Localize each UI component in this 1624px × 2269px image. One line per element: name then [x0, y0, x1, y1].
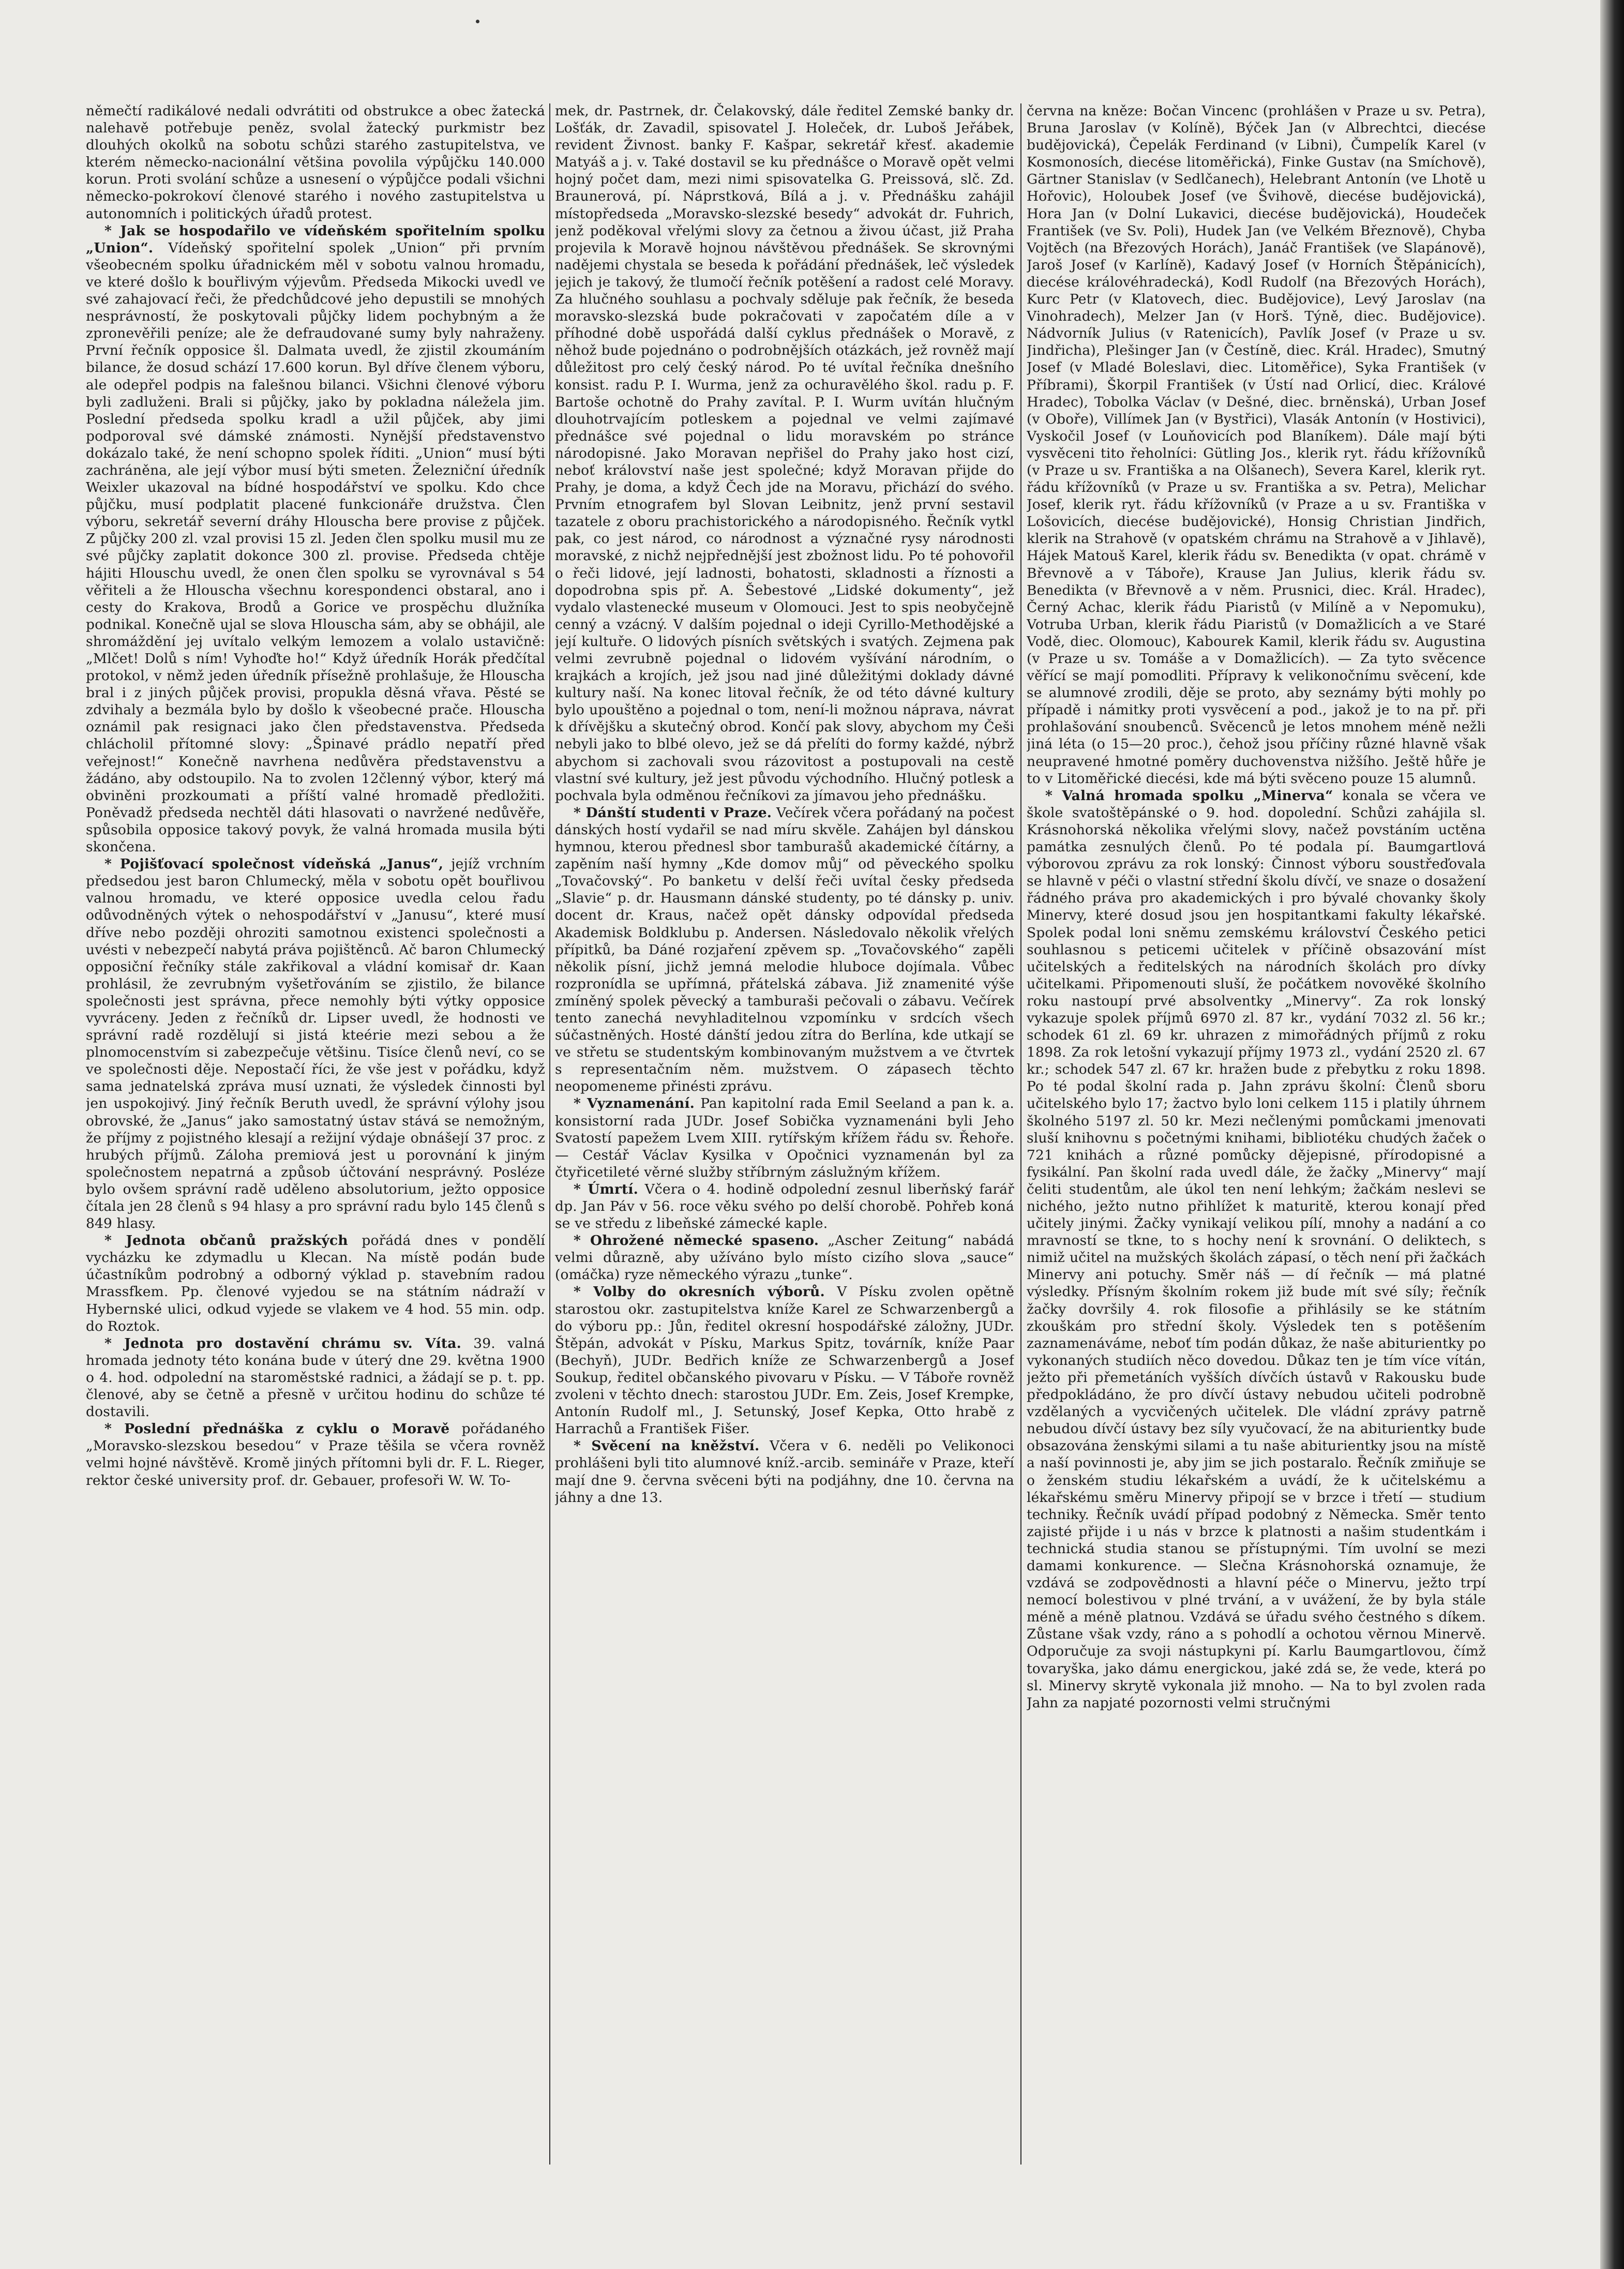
- column-rule: [549, 103, 550, 2165]
- article-body: němečtí radikálové nedali odvrátiti od obstrukce a obec žatecká nalehavě potřebuje peněz, svolal žatecký purkmistr bez dlouhých okolků na sobotu schůzi starého zastupitelstva, ve kterém německo-nacionální většina povolila výpůjčku 140.000 korun. Proti svolání schůze a usnesení o výpůjčce podali všichni německo-pokrokoví členové starého i nového zastupitelstva u autonomních i politických úřadů protest.: [86, 103, 545, 222]
- article-heading: * Jak se hospodařilo ve vídeňském spořitelním spolku „Union“.: [86, 222, 545, 256]
- article-heading: * Volby do okresních výborů.: [574, 1284, 825, 1300]
- article-body: mek, dr. Pastrnek, dr. Čelakovský, dále ředitel Zemské banky dr. Lošťák, dr. Zavadil, spisovatel J. Holeček, dr. Luboš Jeřábek, revident Živnost. banky F. Kašpar, sekretář křesť. akademie Matyáš a j. v. Také dostavil se ku přednášce o Moravě opět velmi hojný počet dam, mezi nimi spisovatelka G. Preissová, slč. Zd. Braunerová, pí. Náprstková, Bílá a j. v. Přednášku zahájil místopředseda „Moravsko-slezské besedy“ advokát dr. Fuhrich, jenž poděkoval vřelými slovy za četnou a živou účast, již Praha projevila k Moravě hojnou návštěvou přednášek. Se skrovnými nadějemi chystala se beseda k pořádání přednášek, leč výsledek jejich je takový, že tlumočí řečník potěšení a radost celé Moravy. Za hlučného souhlasu a pochvaly sděluje pak řečník, že beseda moravsko-slezská bude pokračovati v započatém díle a v příhodné době uspořádá další cyklus přednášek o Moravě, z něhož bude pojednáno o podrobnějších otázkách, jež rovněž mají důležitost pro celý český národ. Po té uvítal řečníka dnešního konsist. radu P. I. Wurma, jenž za ochuravělého škol. radu p. F. Bartoše ochotně do Prahy zavítal. P. I. Wurm uvítán hlučným dlouhotrvajícím potleskem a pojednal ve velmi zajímavé přednášce své pojednal o lidu moravském po stránce národopisné. Jako Moravan nepřišel do Prahy jako host cizí, neboť království naše jest společné; když Moravan přijde do Prahy, je doma, a když Čech jde na Moravu, přichází do svého. Prvním etnografem byl Slovan Leibnitz, jenž první sestavil tazatele z oboru prachistorického a národopisného. Řečník vytkl pak, co jest národ, co národnost a význačné rysy národnosti moravské, z nichž nejpřednější jest zbožnost lidu. Po té pohovořil o řeči lidové, její ladnosti, bohatosti, skladnosti a říznosti a dopodrobna spis př. A. Šebestové „Lidské dokumenty“, jež vydalo vlastenecké museum v Olomouci. Jest to spis neobyčejně cenný a vzácný. V dalším pojednal o ideji Cyrillo-Methodějské a její kultuře. O lidových písních světských i svatých. Zejmena pak velmi zevrubně pojednal o lidovém vyšívání národním, o krajkách a krojích, jež jsou nad jiné důležitými doklady dávné kultury naší. Na konec litoval řečník, že od této dávné kultury bylo upouštěno a pojednal o tom, není-li možnou náprava, návrat k dřívějšku a skutečný obrod. Končí pak slovy, abychom my Češi nebyli jako to blbé olevo, jež se dá přelíti do formy každé, nýbrž abychom si zachovali svou rázovitost a postupovali na cestě vlastní své kultury, jež jest původu východního. Hlučný potlesk a pochvala byla odměnou řečníkovi za jímavou jeho přednášku.: [555, 103, 1014, 804]
- article-heading: * Svěcení na kněžství.: [574, 1438, 760, 1454]
- article-heading: * Úmrtí.: [574, 1181, 638, 1197]
- article-heading: * Vyznamenání.: [574, 1095, 695, 1112]
- article-paragraph: [1027, 102, 1486, 787]
- article-heading: * Jednota pro dostavění chrámu sv. Víta.: [104, 1335, 461, 1351]
- article-body: června na kněze: Bočan Vincenc (prohlášen v Praze u sv. Petra), Bruna Jaroslav (v Kolíně), Býček Jan (v Albrechtci, diecése budějovická), Čepelák Ferdinand (v Libni), Čumpelík Karel (v Kosmonosích, diecése litoměřická), Finke Gustav (na Smíchově), Gärtner Stanislav (v Sedlčanech), Helebrant Antonín (ve Lhotě u Hořovic), Holoubek Josef (ve Švihově, diecése budějovická), Hora Jan (v Dolní Lukavici, diecése budějovická), Houdeček František (ve Sv. Poli), Hudek Jan (ve Velkém Březnově), Chyba Vojtěch (na Březových Horách), Janáč František (ve Slapánově), Jaroš Josef (v Karlíně), Kadavý Josef (v Horních Štěpánicích), diecése královéhradecká), Kodl Rudolf (na Březových Horách), Kurc Petr (v Klatovech, diec. Budějovice), Levý Jaroslav (na Vinohradech), Melzer Jan (v Horš. Týně, diec. Budějovice). Nádvorník Julius (v Ratenicích), Pavlík Josef (v Praze u sv. Jindřicha), Plešinger Jan (v Čestíně, diec. Král. Hradec), Smutný Josef (v Mladé Boleslavi, diec. Litoměřice), Syka František (v Příbrami), Škorpil František (v Ústí nad Orlicí, diec. Králové Hradec), Tobolka Václav (v Dešné, diec. brněnská), Urban Josef (v Oboře), Villímek Jan (v Bystřici), Vlasák Antonín (v Hostivici), Vyskočil Josef (v Louňovicích pod Blaníkem). Dále mají býti vysvěceni tito řeholníci: Gütling Jos., klerik ryt. řádu křížovníků (v Praze u sv. Františka a na Olšanech), Severa Karel, klerik ryt. řádu křížovníků (v Praze u sv. Františka a sv. Petra), Melichar Josef, klerik ryt. řádu křížovníků (v Praze a u sv. Františka v Lošovicích, diecése budějovické), Honsig Christian Jindřich, klerik na Strahově (v opatském chrámu na Strahově a v Jihlavě), Hájek Matouš Karel, klerik řádu sv. Benedikta (v opat. chrámě v Břevnově a v Táboře), Krause Jan Julius, klerik řádu sv. Benedikta (v Břevnově a v něm. Prusnici, diec. Král. Hradec), Černý Achac, klerik řádu Piaristů (v Milíně a v Nepomuku), Votruba Urban, klerik řádu Piaristů (v Domažlicích a ve Staré Vodě, diec. Olomouc), Kabourek Kamil, klerik řádu sv. Augustina (v Praze u sv. Tomáše a v Domažlicích). — Za tyto svěcence věřící se mají pomodliti. Přípravy k velikonočnímu svěcení, kde se alumnové zrodili, děje se proto, aby seznámy býti mohly po případě i námitky proti vysvěcení a pod., jakož je to na př. při prohlašování snoubenců. Svěcenců je letos mnohem méně nežli jiná léta (o 15—20 proc.), čehož jsou příčiny různé hlavně však neupravené hmotné poměry duchovenstva nižšího. Ještě hůře je to v Litoměřické diecési, kde má býti svěceno pouze 15 alumnů.: [1027, 103, 1486, 787]
- article-heading: * Pojišťovací společnost vídeňská „Janus“,: [104, 856, 444, 873]
- article-body: V Písku zvolen opětně starostou okr. zastupitelstva kníže Karel ze Schwarzenbergů a do výboru pp.: Jůn, ředitel okresní hospodářské záložny, JUDr. Štěpán, advokát v Písku, Markus Spitz, továrník, kníže Paar (Bechyň), JUDr. Bedřich kníže ze Schwarzenbergů a Josef Soukup, ředitel občanského pivovaru v Písku. — V Táboře rovněž zvoleni v těchto dnech: starostou JUDr. Em. Zeis, Josef Krempke, Antonín Rudolf ml., J. Setunský, Josef Kepka, Otto hrabě z Harrachů a František Fišer.: [555, 1284, 1014, 1437]
- article-body: konala se včera ve škole svatoštěpánské o 9. hod. dopolední. Schůzi zahájila sl. Krásnohorská několika vřelými slovy, načež povstáním uctěna památka zesnulých členů. Po té podala pí. Baumgartlová výborovou zprávu za rok lonský: Činnost výboru soustřeďovala se hlavně v péči o vlastní střední školu dívčí, ve snaze o dosažení řádného práva pro akademických i pro bývalé chovanky školy Minervy, které dosud jsou jen hospitantkami fakulty lékařské. Spolek podal loni sněmu zemskému království Českého petici souhlasnou s peticemi učitelek v příčině obsazování míst učitelských a ředitelských na národních školách pro dívky učitelkami. Připomenouti sluší, že počátkem novověké školního roku nastoupí prvé absolventky „Minervy“. Za rok lonský vykazuje spolek příjmů 6970 zl. 87 kr., vydání 7032 zl. 56 kr.; schodek 61 zl. 69 kr. uhrazen z mimořádných příjmů z roku 1898. Za rok letošní vykazují příjmy 1973 zl., vydání 2520 zl. 67 kr.; schodek 547 zl. 67 kr. hražen bude z přebytku z roku 1898. Po té podal školní rada p. Jahn zprávu školní: Členů sboru učitelského bylo 17; žactvo bylo loni celkem 115 i platily úhrnem školného 5197 zl. 50 kr. Mezi nečlenými pomůckami jmenovati sluší knihovnu s početnými knihami, bibliotéku chudých žaček o 721 knihách a různé pomůcky dějepisné, přírodopisné a fysikální. Pan školní rada uvedl dále, že žačky „Minervy“ mají čeliti studentům, ale úkol ten není lehkým; žačkám neslevi se nichého, ježto nutno přihlížet k maturitě, kterou konají před učitely jinými. Žačky vynikají velikou pílí, mnohy a nadání a co mravností se tkne, to s hochy není k srovnání. O deliktech, s nimiž učitel na mužských školách zápasí, o těch není při žačkách Minervy ani potuchy. Směr náš — dí řečník — má platné výsledky. Přísným školním rokem již bude mít své síly; řečník žačky dovršily 4. rok filosofie a přihlásily se ke státním zkouškám pro střední školy. Výsledek ten s potěšením zaznamenáváme, neboť tím podán důkaz, že naše abiturientky po vykonaných studiích něco dovedou. Důkaz ten je tím více vítán, ježto při přemetáních vyšších dívčích ústavů v Rakousku bude předpokládáno, že pro dívčí ústavy nebudou učiteli podrobně vzdělaných a vycvičených učitelek. Dle vládní zprávy patrně nebudou dívčí ústavy bez síly vyučovací, že na abiturientky bude obsazována ženskými silami a tu naše abiturientky jsou na místě a naší povinnosti je, aby jim se jich postaralo. Řečník zmiňuje se o ženském studiu lékařském a uvádí, že k učitelskému a lékařskému směru Minervy připojí se v brzce i třetí — studium techniky. Řečník uvádí případ podobný z Německa. Směr tento zajisté přijde i u nás v brzce k platnosti a našim studentkám i technická studia stanou se přístupnými. Tím uvolní se mezi damami konkurence. — Slečna Krásnohorská oznamuje, že vzdává se zodpovědnosti a hlavní péče o Minervu, ježto trpí nemocí bolestivou v plné trvání, a v uvážení, že by byla stále méně a méně platnou. Vzdává se úřadu svého čestného s díkem. Zůstane však vzdy, ráno a s pohodlí a ochotou věrnou Minervě. Odporučuje za svoji nástupkyni pí. Karlu Baumgartlovou, čímž tovaryška, jako dámu energickou, jaké zdá se, že vede, která po sl. Minervy skrytě vykonala již mnoho. — Na to byl zvolen rada Jahn za napjaté pozornosti velmi stručnými: [1027, 787, 1486, 1711]
- article-body: Vídeňský spořitelní spolek „Union“ při prvním všeobecném spolku úřadnickém měl v sobotu valnou hromadu, ve které došlo k bouřlivým výjevům. Předseda Mikocki uvedl ve své zahajovací řeči, že předchůdcové jeho depustili se mnohých nesprávností, že poskytovali půjčky lidem pochybným a že zpronevěřili peníze; ale že defraudované sumy byly nahraženy. První řečník opposice šl. Dalmata uvedl, že zjistil zkoumáním bilance, že dosud schází 17.600 korun. Byl dříve členem výboru, ale odepřel podpis na falešnou bilanci. Všichni členové výboru byli zadluženi. Brali si půjčky, jako by pokladna náležela jim. Poslední předseda spolku kradl a užil půjček, aby jimi podporoval své dámské známosti. Nynější představenstvo dokázalo také, že není schopno spolek říditi. „Union“ musí býti zachráněna, ale její výbor musí býti smeten. Železniční úředník Weixler ukazoval na bídné hospodářství ve spolku. Kdo chce půjčku, musí podplatit placené funkcionáře družstva. Člen výboru, sekretář severní dráhy Hlouscha bere provise z půjček. Z půjčky 200 zl. vzal provisi 15 zl. Jeden člen spolku musil mu ze své půjčky zaplatit dokonce 300 zl. provise. Předseda chtěje hájiti Hlouschu uvedl, že onen člen spolku se vyrovnával s 54 věřiteli a že Hlouscha všechnu korespondenci obstaral, ano i cesty do Krakova, Brodů a Gorice ve prospěchu dlužníka podnikal. Konečně ujal se slova Hlouscha sám, aby se obhájil, ale shromáždění jej uvítalo velkým lemozem a volalo ustavičně: „Mlčet! Dolů s ním! Vyhoďte ho!“ Když úředník Horák předčítal protokol, v němž jeden úředník přísežně prohlašuje, že Hlouscha bral i z jiných půjček provisi, propukla děsná vřava. Pěsté se zdvihaly a bezmála bylo by došlo k všeobecné prače. Hlouscha oznámil pak resignaci jako člen představenstva. Předseda chlácholil přítomné slovy: „Špinavé prádlo nepatří před veřejnost!“ Konečně navrhena nedůvěra představenstvu a žádáno, aby odstoupilo. Na to zvolen 12členný výbor, který má obviněni prozkoumati a příští valné hromadě předložiti. Poněvadž předseda nechtěl dáti hlasovati o navržené nedůvěře, spůsobila opposice takový povyk, že valná hromada musila býti skončena.: [86, 239, 545, 855]
- column-rule: [1020, 103, 1021, 2165]
- text-column-2: [555, 102, 1014, 2166]
- article-paragraph: [86, 1420, 545, 1489]
- article-body: pořádá dnes v pondělí vycházku ke zdymadlu u Klecan. Na místě podán bude účastníkům podrobný a odborný výklad p. stavebním radou Mrassfkem. Pp. členové vyjedou se na státním nádraží v Hybernské ulici, odkud vyjede se vlakem ve 4 hod. 55 min. odp. do Roztok.: [86, 1233, 545, 1334]
- text-column-3: [1027, 102, 1486, 2166]
- article-paragraph: [1027, 787, 1486, 1711]
- article-body: pořádaného „Moravsko-slezskou besedou“ v Praze těšila se včera rovněž velmi hojné návštěvě. Kromě jiných přítomni byli dr. F. L. Rieger, rektor české university prof. dr. Gebauer, profesoři W. W. To-: [86, 1421, 545, 1489]
- article-body: jejíž vrchním předsedou jest baron Chlumecký, měla v sobotu opět bouřlivou valnou hromadu, ve které opposice uvedla celou řadu odůvodněných výtek o nehospodářství v „Janusu“, které musí dříve nebo později ohroziti samotnou existenci společnosti a uvésti v nebezpečí nabytá práva pojištěnců. Ač baron Chlumecký opposiční řečníky stále zakřikoval a vládní komisař dr. Kaan prohlásil, že zevrubným vyšetřováním se zjistilo, že bilance společnosti jest správna, přece nemohly býti výtky opposice vyvráceny. Jeden z řečníků dr. Lipser uvedl, že hodnosti ve správní radě rozdělují si jistá kteérie mezi sebou a že plnomocenstvím si zabezpečuje většinu. Tisíce členů neví, co se ve společnosti děje. Nepostačí říci, že vše jest v pořádku, když sama jednatelská zpráva musí uznati, že výsledek činnosti byl jen uspokojivý. Jiný řečník Beruth uvedl, že správní výlohy jsou obrovské, že „Janus“ jako samostatný ústav stává se nemožným, že příjmy z pojistného klesají a režijní výdaje obnášejí 37 proc. z hrubých příjmů. Záloha premiová jest u porovnání k jiným společnostem nepatrná a způsob účtování nesprávný. Posléze bylo ovšem správní radě uděleno absolutorium, ježto opposice čítala jen 28 členů s 94 hlasy a pro správní radu bylo 145 členů s 849 hlasy.: [86, 856, 545, 1232]
- article-paragraph: [555, 1232, 1014, 1283]
- article-paragraph: [86, 222, 545, 855]
- article-heading: * Ohrožené německé spaseno.: [574, 1233, 819, 1249]
- article-paragraph: [86, 855, 545, 1232]
- scan-edge: [1600, 0, 1624, 2269]
- article-paragraph: [555, 1095, 1014, 1180]
- article-paragraph: [555, 102, 1014, 804]
- article-body: Pan kapitolní rada Emil Seeland a pan k. a. konsistorní rada JUDr. Josef Sobička vyznamenáni byli Jeho Svatostí papežem Lvem XIII. rytířským křížem řádu sv. Řehoře. — Cestář Václav Kysilka v Opočnici vyznamenán byl za čtyřicetileté věrné služby stříbrným záslužným křížem.: [555, 1095, 1014, 1180]
- article-heading: * Dánští studenti v Praze.: [574, 804, 772, 821]
- article-body: Večírek včera pořádaný na počest dánských hostí vydařil se nad míru skvěle. Zahájen byl dánskou hymnou, kterou přednesl sbor tamburašů akademické čítárny, a zapěním naší hymny „Kde domov můj“ od pěveckého spolku „Tovačovský“. Po banketu v delší řeči uvítal česky předseda „Slavie“ p. dr. Hausmann dánské studenty, po té dánsky p. univ. docent dr. Kraus, načež opět dánsky odpovídal předseda Akademisk Boldklubu p. Andersen. Následovalo několik vřelých přípitků, ba Dáné rozjaření zpěvem sp. „Tovačovského“ zapěli několik písní, jichž jemná melodie hluboce dojímala. Vůbec rozpronídla se upřímná, přátelská zábava. Již znamenité výše zmíněný spolek pěvecký a tamburaši pečovali o zábavu. Večírek tento zanechá nevyhladitelnou vzpomínku v srdcích všech súčastněných. Hosté dánští jedou zítra do Berlína, kde utkají se ve střetu se studentským kombinovaným mužstvem a ve čtvrtek s representačním něm. mužstvem. O zápasech těchto neopomeneme přinésti zprávu.: [555, 804, 1014, 1095]
- article-paragraph: [86, 1232, 545, 1335]
- article-body: 39. valná hromada jednoty této konána bude v úterý dne 29. května 1900 o 4. hod. odpolední na staroměstské radnici, a žádají se p. t. pp. členové, aby se četně a přesně v určitou hodinu do schůze té dostavili.: [86, 1335, 545, 1420]
- article-paragraph: [555, 1181, 1014, 1232]
- article-body: Včera v 6. neděli po Velikonoci prohlášeni byli tito alumnové kníž.-arcib. semináře v Praze, kteří mají dne 9. června svěceni býti na podjáhny, dne 10. června na jáhny a dne 13.: [555, 1438, 1014, 1506]
- ink-dot: [476, 20, 479, 23]
- article-paragraph: [555, 1283, 1014, 1437]
- article-paragraph: [555, 804, 1014, 1095]
- article-paragraph: [555, 1437, 1014, 1506]
- article-body: Včera o 4. hodině odpolední zesnul liberňský farář dp. Jan Páv v 56. roce věku svého po delší chorobě. Pohřeb koná se ve středu z libeňské zámecké kaple.: [555, 1181, 1014, 1232]
- article-heading: * Jednota občanů pražských: [104, 1233, 348, 1249]
- article-paragraph: [86, 102, 545, 222]
- article-paragraph: [86, 1335, 545, 1420]
- text-column-1: [86, 102, 545, 2166]
- article-body: „Ascher Zeitung“ nabádá velmi důrazně, aby užíváno bylo místo cizího slova „sauce“ (omáčka) ryze německého výrazu „tunke“.: [555, 1233, 1014, 1283]
- article-heading: * Valná hromada spolku „Minerva“: [1045, 787, 1333, 804]
- article-heading: * Poslední přednáška z cyklu o Moravě: [104, 1421, 450, 1437]
